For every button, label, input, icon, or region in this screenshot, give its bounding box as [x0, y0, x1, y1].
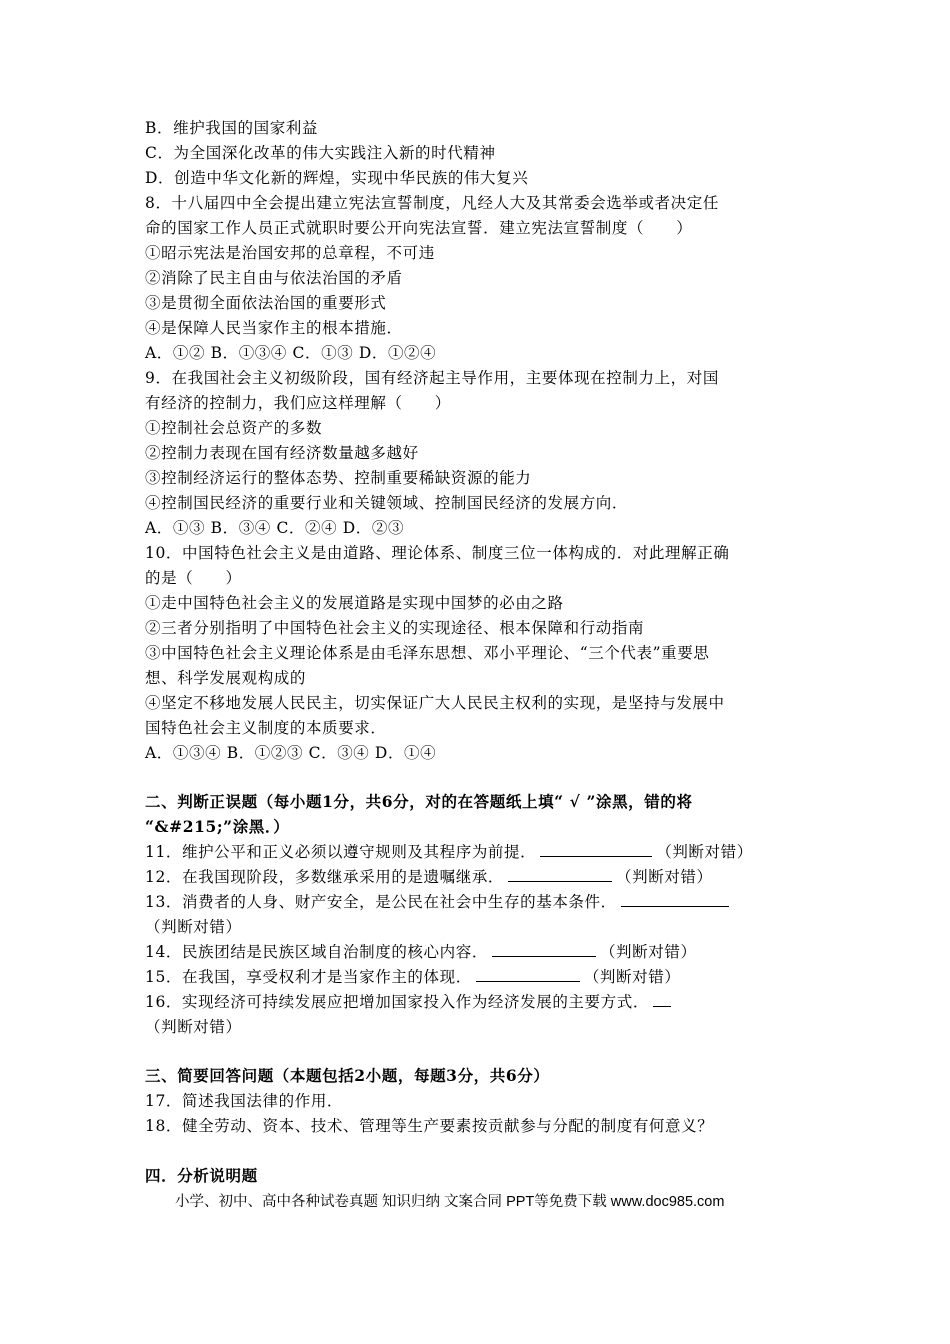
q17-text: 17．简述我国法律的作用．: [145, 1092, 344, 1110]
q16-suffix-line: [145, 1015, 825, 1039]
q11-line: [145, 840, 825, 864]
q9-statement-3: ③控制经济运行的整体态势、控制重要稀缺资源的能力: [145, 469, 532, 487]
q16-answer-blank[interactable]: [653, 992, 671, 1007]
q13-text: 13．消费者的人身、财产安全，是公民在社会中生存的基本条件．: [145, 893, 617, 911]
q8-statement-4: ④是保障人民当家作主的根本措施．: [145, 319, 403, 337]
q12-line: [145, 865, 825, 889]
q11-text: 11．维护公平和正义必须以遵守规则及其程序为前提．: [145, 843, 537, 861]
q15-answer-blank[interactable]: [476, 967, 580, 982]
q10-statement-1: ①走中国特色社会主义的发展道路是实现中国梦的必由之路: [145, 594, 564, 612]
q9-statement-1: ①控制社会总资产的多数: [145, 419, 323, 437]
q13-answer-blank[interactable]: [621, 892, 729, 907]
q9-statement-2: ②控制力表现在国有经济数量越多越好: [145, 444, 419, 462]
q16-line: [145, 990, 825, 1014]
q10-stem-line2: 的是（ ）: [145, 569, 242, 587]
q15-line: [145, 965, 825, 989]
section2-heading-line1: 二、判断正误题（每小题1分，共6分，对的在答题纸上填“ √ ”涂黑，错的将: [145, 792, 693, 811]
q7-option-d: D．创造中华文化新的辉煌，实现中华民族的伟大复兴: [145, 169, 529, 187]
q15-text: 15．在我国，享受权利才是当家作主的体现．: [145, 968, 472, 986]
q18-text: 18．健全劳动、资本、技术、管理等生产要素按贡献参与分配的制度有何意义？: [145, 1117, 714, 1135]
q13-suffix: （判断对错）: [145, 918, 242, 936]
q7-option-c: C．为全国深化改革的伟大实践注入新的时代精神: [145, 144, 496, 162]
q9-stem-line1: 9．在我国社会主义初级阶段，国有经济起主导作用，主要体现在控制力上，对国: [145, 369, 719, 387]
section3-heading: 三、简要回答问题（本题包括2小题，每题3分，共6分）: [145, 1066, 550, 1085]
q8-stem-line2: 命的国家工作人员正式就职时要公开向宪法宣誓．建立宪法宣誓制度（ ）: [145, 219, 693, 237]
q12-suffix: （判断对错）: [616, 868, 713, 886]
q10-options: A．①③④ B．①②③ C．③④ D．①④: [145, 744, 437, 762]
q9-statement-4: ④控制国民经济的重要行业和关键领域、控制国民经济的发展方向．: [145, 494, 629, 512]
q16-text: 16．实现经济可持续发展应把增加国家投入作为经济发展的主要方式．: [145, 993, 649, 1011]
q12-text: 12．在我国现阶段，多数继承采用的是遗嘱继承．: [145, 868, 505, 886]
q10-statement-4-line2: 国特色社会主义制度的本质要求．: [145, 719, 387, 737]
q9-stem-line2: 有经济的控制力，我们应这样理解（ ）: [145, 394, 451, 412]
q13-line: [145, 890, 825, 914]
q8-statement-3: ③是贯彻全面依法治国的重要形式: [145, 294, 387, 312]
q10-statement-2: ②三者分别指明了中国特色社会主义的实现途径、根本保障和行动指南: [145, 619, 645, 637]
q10-stem-line1: 10．中国特色社会主义是由道路、理论体系、制度三位一体构成的．对此理解正确: [145, 544, 730, 562]
q14-suffix: （判断对错）: [599, 943, 697, 961]
q14-answer-blank[interactable]: [492, 942, 596, 957]
section2-heading-line2: “&#215;”涂黑．）: [145, 817, 290, 836]
q7-option-b: B．维护我国的国家利益: [145, 119, 318, 137]
q14-line: [145, 940, 825, 964]
q12-answer-blank[interactable]: [508, 867, 612, 882]
q8-options: A．①② B．①③④ C．①③ D．①②④: [145, 344, 437, 362]
q8-statement-2: ②消除了民主自由与依法治国的矛盾: [145, 269, 403, 287]
q16-suffix: （判断对错）: [145, 1018, 242, 1036]
q11-suffix: （判断对错）: [656, 843, 753, 861]
q13-suffix-line: [145, 915, 825, 939]
section4-heading: 四．分析说明题: [145, 1166, 258, 1185]
q8-stem-line1: 8．十八届四中全会提出建立宪法宣誓制度，凡经人大及其常委会选举或者决定任: [145, 194, 719, 212]
q10-statement-3-line1: ③中国特色社会主义理论体系是由毛泽东思想、邓小平理论、“三个代表”重要思: [145, 644, 710, 662]
page-footer: 小学、初中、高中各种试卷真题 知识归纳 文案合同 PPT等免费下载 www.doc985.com: [175, 1194, 725, 1210]
q10-statement-3-line2: 想、科学发展观构成的: [145, 669, 307, 687]
q11-answer-blank[interactable]: [540, 842, 652, 857]
q14-text: 14．民族团结是民族区域自治制度的核心内容．: [145, 943, 488, 961]
q8-statement-1: ①昭示宪法是治国安邦的总章程，不可违: [145, 244, 435, 262]
q15-suffix: （判断对错）: [583, 968, 681, 986]
q9-options: A．①③ B．③④ C．②④ D．②③: [145, 519, 405, 537]
q10-statement-4-line1: ④坚定不移地发展人民民主，切实保证广大人民民主权利的实现，是坚持与发展中: [145, 694, 725, 712]
